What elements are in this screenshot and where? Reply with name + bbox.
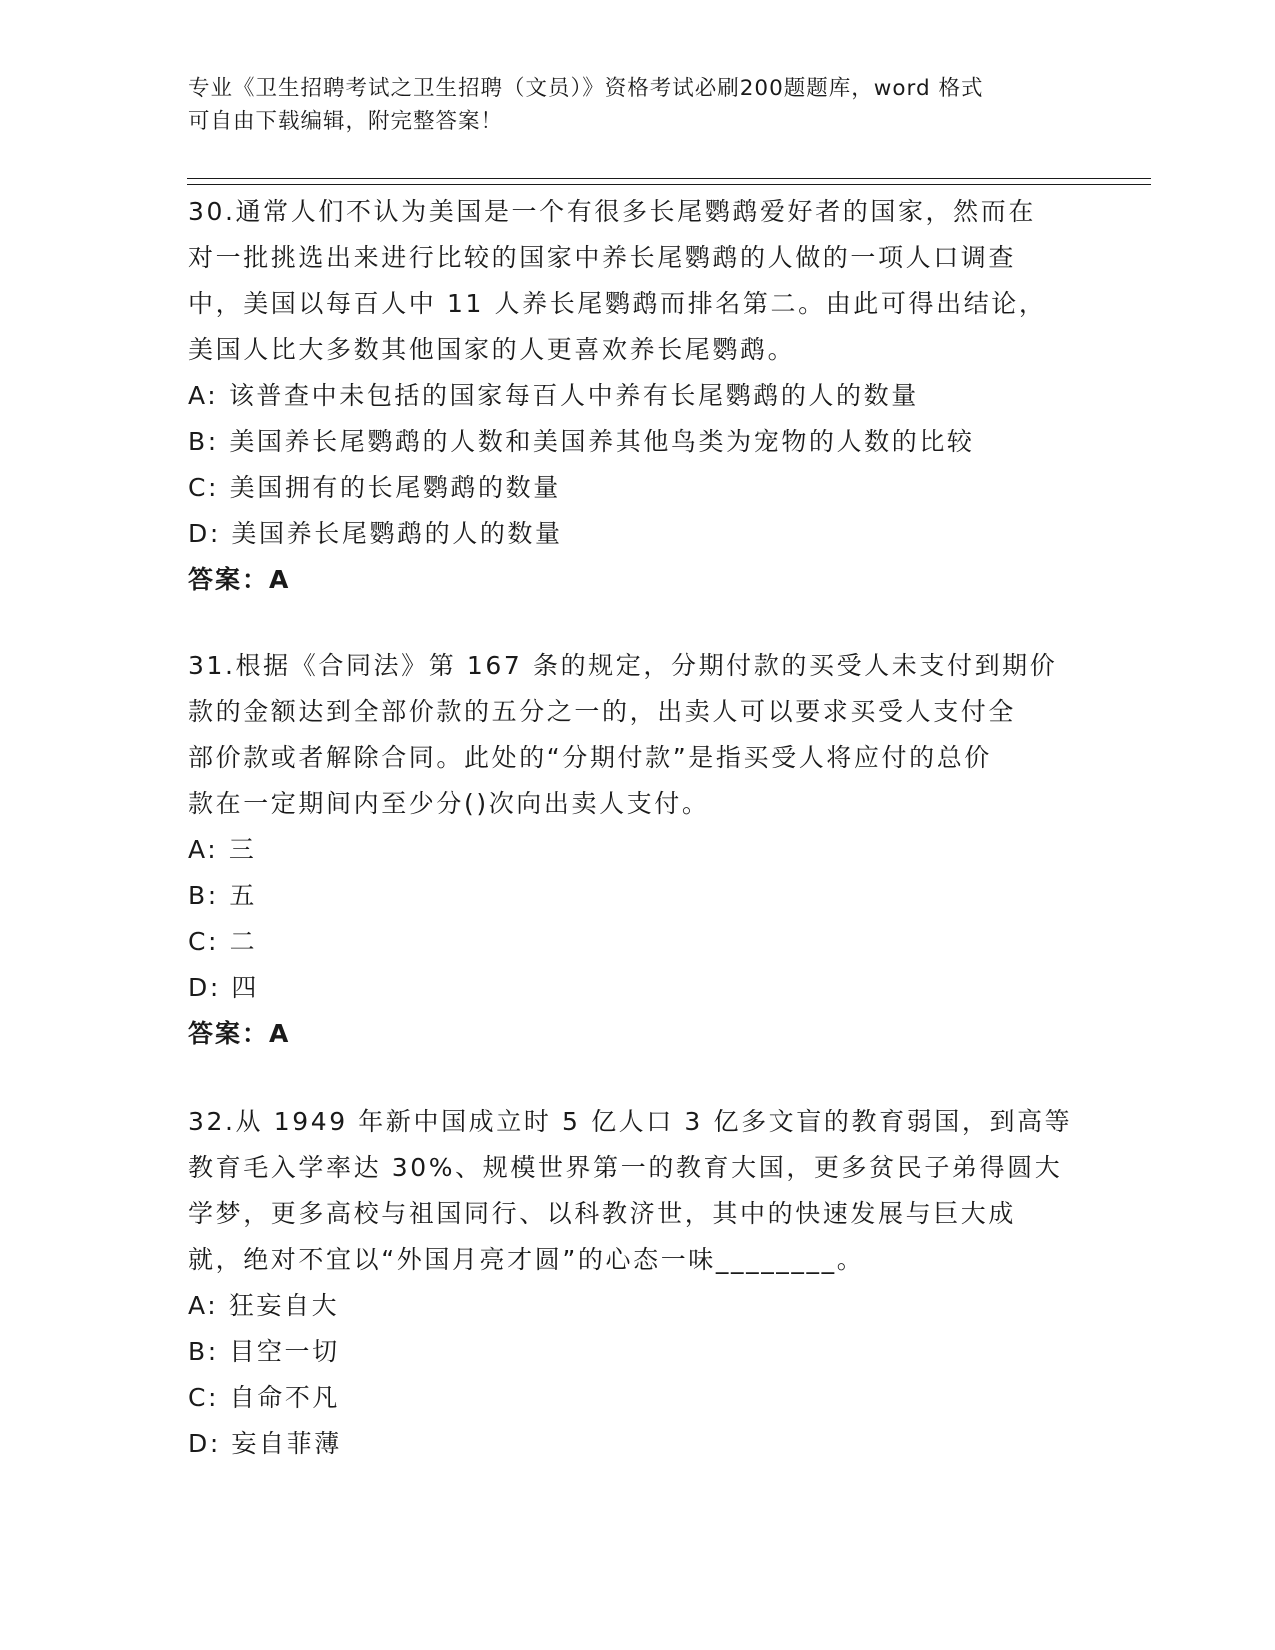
- stem-line: 美国人比大多数其他国家的人更喜欢养长尾鹦鹉。: [188, 335, 796, 364]
- question-stem: [188, 189, 1088, 373]
- option-c: C: 二: [188, 927, 258, 956]
- option-d: D: 美国养长尾鹦鹉的人的数量: [188, 519, 563, 548]
- stem-line: 款在一定期间内至少分()次向出卖人支付。: [188, 789, 710, 818]
- option-b: B: 目空一切: [188, 1337, 340, 1366]
- question-stem: [188, 643, 1088, 827]
- option-a: A: 三: [188, 835, 257, 864]
- option-d: D: 妄自菲薄: [188, 1429, 342, 1458]
- header-divider-top: [187, 178, 1151, 179]
- option-a: A: 狂妄自大: [188, 1291, 340, 1320]
- stem-line: 32.从 1949 年新中国成立时 5 亿人口 3 亿多文盲的教育弱国，到高等: [188, 1107, 1073, 1136]
- question-stem: [188, 1099, 1088, 1283]
- question-30: [188, 189, 1088, 603]
- question-31: [188, 643, 1088, 1057]
- header-divider-bottom: [187, 184, 1151, 185]
- answer: 答案：A: [188, 1019, 291, 1048]
- stem-line: 对一批挑选出来进行比较的国家中养长尾鹦鹉的人做的一项人口调查: [188, 243, 1017, 272]
- stem-line: 31.根据《合同法》第 167 条的规定，分期付款的买受人未支付到期价: [188, 651, 1058, 680]
- stem-line: 款的金额达到全部价款的五分之一的，出卖人可以要求买受人支付全: [188, 697, 1017, 726]
- stem-line: 就，绝对不宜以“外国月亮才圆”的心态一味________。: [188, 1245, 865, 1274]
- option-b: B: 美国养长尾鹦鹉的人数和美国养其他鸟类为宠物的人数的比较: [188, 427, 975, 456]
- header-line-2: 可自由下载编辑，附完整答案！: [188, 109, 504, 134]
- page-header: [188, 72, 1088, 138]
- header-line-1: 专业《卫生招聘考试之卫生招聘（文员）》资格考试必刷200题题库，word 格式: [188, 76, 984, 101]
- question-32: [188, 1099, 1088, 1467]
- option-c: C: 自命不凡: [188, 1383, 341, 1412]
- stem-line: 30.通常人们不认为美国是一个有很多长尾鹦鹉爱好者的国家，然而在: [188, 197, 1036, 226]
- answer: 答案：A: [188, 565, 291, 594]
- stem-line: 教育毛入学率达 30%、规模世界第一的教育大国，更多贫民子弟得圆大: [188, 1153, 1063, 1182]
- stem-line: 中，美国以每百人中 11 人养长尾鹦鹉而排名第二。由此可得出结论，: [188, 289, 1047, 318]
- option-c: C: 美国拥有的长尾鹦鹉的数量: [188, 473, 561, 502]
- stem-line: 学梦，更多高校与祖国同行、以科教济世，其中的快速发展与巨大成: [188, 1199, 1017, 1228]
- option-d: D: 四: [188, 973, 260, 1002]
- option-b: B: 五: [188, 881, 257, 910]
- option-a: A: 该普查中未包括的国家每百人中养有长尾鹦鹉的人的数量: [188, 381, 919, 410]
- stem-line: 部价款或者解除合同。此处的“分期付款”是指买受人将应付的总价: [188, 743, 992, 772]
